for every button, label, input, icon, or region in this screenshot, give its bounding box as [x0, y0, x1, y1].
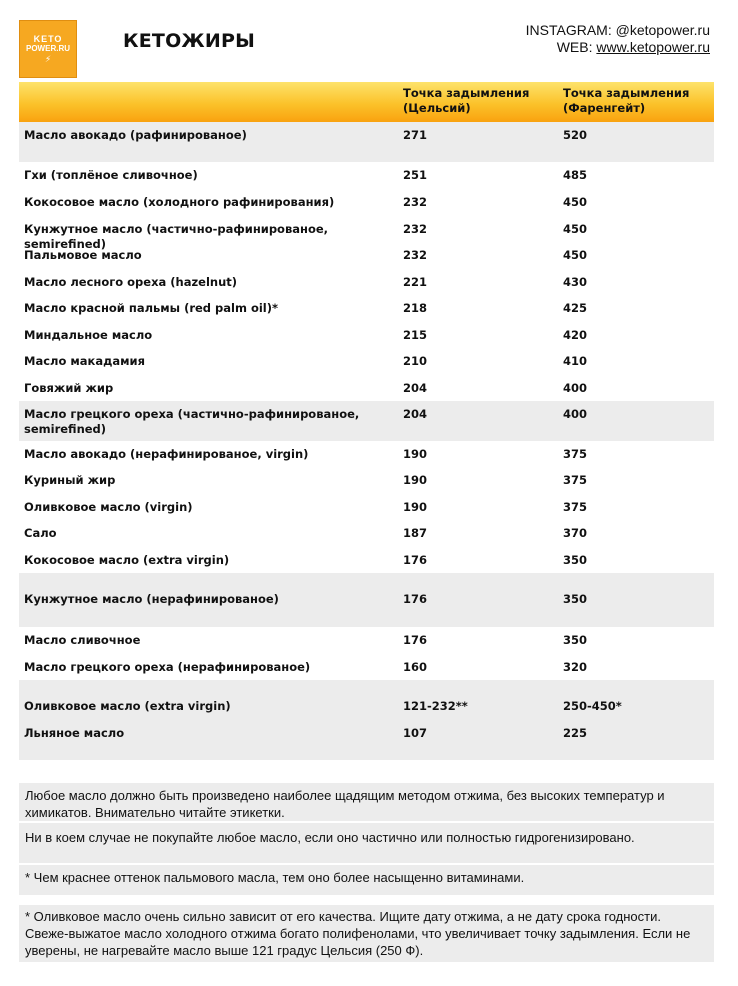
- smoke-point-fahrenheit: 400: [563, 381, 588, 395]
- smoke-point-celsius: 271: [403, 128, 428, 142]
- web-prefix: WEB:: [556, 39, 597, 55]
- smoke-point-celsius: 107: [403, 726, 428, 740]
- smoke-point-celsius: 187: [403, 526, 428, 540]
- smoke-point-fahrenheit: 520: [563, 128, 588, 142]
- smoke-point-celsius: 204: [403, 381, 428, 395]
- table-row: [19, 680, 714, 720]
- table-row: [19, 520, 714, 547]
- smoke-point-fahrenheit: 450: [563, 248, 588, 262]
- smoke-point-fahrenheit: 370: [563, 526, 588, 540]
- smoke-point-fahrenheit: 225: [563, 726, 588, 740]
- smoke-point-celsius: 190: [403, 447, 428, 461]
- smoke-point-fahrenheit: 485: [563, 168, 588, 182]
- smoke-point-celsius: 190: [403, 500, 428, 514]
- smoke-point-celsius: 176: [403, 592, 428, 606]
- note-paragraph: * Чем краснее оттенок пальмового масла, тем оно более насыщенно витаминами.: [19, 865, 714, 895]
- smoke-point-fahrenheit: 250-450*: [563, 699, 622, 713]
- oil-name: Масло макадамия: [24, 354, 145, 368]
- oil-name: Кокосовое масло (extra virgin): [24, 553, 230, 567]
- oil-name: Куриный жир: [24, 473, 116, 487]
- oil-name: Масло авокадо (рафинированое): [24, 128, 247, 142]
- oil-name: Льняное масло: [24, 726, 125, 740]
- instagram-handle: INSTAGRAM: @ketopower.ru: [525, 22, 710, 38]
- smoke-point-celsius: 215: [403, 328, 428, 342]
- smoke-point-table: [19, 122, 714, 760]
- table-row: [19, 441, 714, 467]
- smoke-point-fahrenheit: 375: [563, 473, 588, 487]
- logo-line-1: KETO: [33, 34, 63, 44]
- smoke-point-celsius: 176: [403, 633, 428, 647]
- oil-name: Масло красной пальмы (red palm oil)*: [24, 301, 279, 315]
- website-link[interactable]: www.ketopower.ru: [596, 39, 710, 55]
- oil-name: Оливковое масло (extra virgin): [24, 699, 231, 713]
- lightning-icon: ⚡: [44, 54, 52, 64]
- oil-name: Миндальное масло: [24, 328, 153, 342]
- note-paragraph: * Оливковое масло очень сильно зависит от его качества. Ищите дату отжима, а не дату срока годности. Свеже-выжатое масло холодного отжима богато полифенолами, что увеличивает точку задымления. Если не уверены, не нагревайте масло выше 121 градус Цельсия (250 Ф).: [19, 905, 714, 962]
- smoke-point-fahrenheit: 350: [563, 553, 588, 567]
- smoke-point-fahrenheit: 375: [563, 500, 588, 514]
- table-row: [19, 494, 714, 520]
- smoke-point-fahrenheit: 375: [563, 447, 588, 461]
- table-row: [19, 162, 714, 189]
- smoke-point-celsius: 232: [403, 222, 428, 236]
- oil-name: Масло лесного ореха (hazelnut): [24, 275, 238, 289]
- smoke-point-celsius: 221: [403, 275, 428, 289]
- contacts-block: [526, 22, 710, 56]
- oil-name: Говяжий жир: [24, 381, 114, 395]
- page-title: КЕТОЖИРЫ: [123, 30, 255, 52]
- oil-name: Пальмовое масло: [24, 248, 142, 262]
- table-row: [19, 322, 714, 348]
- table-row: [19, 375, 714, 401]
- smoke-point-celsius: 121-232**: [403, 699, 468, 713]
- ketopower-logo: [19, 20, 77, 78]
- oil-name: Кокосовое масло (холодного рафинирования): [24, 195, 335, 209]
- table-row: [19, 573, 714, 627]
- smoke-point-celsius: 210: [403, 354, 428, 368]
- table-row: [19, 547, 714, 573]
- oil-name: Масло грецкого ореха (нерафинированое): [24, 660, 311, 674]
- oil-name: Оливковое масло (virgin): [24, 500, 193, 514]
- smoke-point-fahrenheit: 450: [563, 222, 588, 236]
- smoke-point-fahrenheit: 430: [563, 275, 588, 289]
- smoke-point-fahrenheit: 425: [563, 301, 588, 315]
- smoke-point-fahrenheit: 450: [563, 195, 588, 209]
- oil-name: Кунжутное масло (частично-рафинированое, semirefined): [24, 222, 329, 251]
- smoke-point-celsius: 218: [403, 301, 428, 315]
- smoke-point-celsius: 160: [403, 660, 428, 674]
- oil-name: Кунжутное масло (нерафинированое): [24, 592, 279, 606]
- smoke-point-celsius: 251: [403, 168, 428, 182]
- table-row: [19, 189, 714, 216]
- oil-name: Масло авокадо (нерафинированое, virgin): [24, 447, 309, 461]
- table-row: [19, 242, 714, 269]
- header-celsius: Точка задымления (Цельсий): [403, 86, 530, 115]
- table-row: [19, 467, 714, 494]
- table-row: [19, 295, 714, 322]
- oil-name: Масло грецкого ореха (частично-рафинированое, semirefined): [24, 407, 360, 436]
- smoke-point-celsius: 204: [403, 407, 428, 421]
- oil-name: Сало: [24, 526, 57, 540]
- smoke-point-fahrenheit: 350: [563, 633, 588, 647]
- smoke-point-celsius: 176: [403, 553, 428, 567]
- smoke-point-fahrenheit: 320: [563, 660, 588, 674]
- table-row: [19, 720, 714, 760]
- oil-name: Масло сливочное: [24, 633, 141, 647]
- table-row: [19, 122, 714, 162]
- header-fahrenheit: Точка задымления (Фаренгейт): [563, 86, 690, 115]
- web-line: [526, 39, 710, 56]
- logo-line-2: POWER.RU: [26, 44, 70, 53]
- table-row: [19, 654, 714, 680]
- table-row: [19, 627, 714, 654]
- table-row: [19, 401, 714, 441]
- table-row: [19, 269, 714, 295]
- smoke-point-fahrenheit: 420: [563, 328, 588, 342]
- oil-name: Гхи (топлёное сливочное): [24, 168, 198, 182]
- smoke-point-fahrenheit: 350: [563, 592, 588, 606]
- smoke-point-celsius: 232: [403, 195, 428, 209]
- smoke-point-fahrenheit: 410: [563, 354, 588, 368]
- note-paragraph: Любое масло должно быть произведено наиболее щадящим методом отжима, без высоких температур и химикатов. Внимательно читайте этикетки.: [19, 783, 714, 821]
- smoke-point-celsius: 232: [403, 248, 428, 262]
- table-row: [19, 216, 714, 251]
- table-row: [19, 348, 714, 375]
- note-paragraph: Ни в коем случае не покупайте любое масло, если оно частично или полностью гидрогенизировано.: [19, 823, 714, 863]
- smoke-point-fahrenheit: 400: [563, 407, 588, 421]
- smoke-point-celsius: 190: [403, 473, 428, 487]
